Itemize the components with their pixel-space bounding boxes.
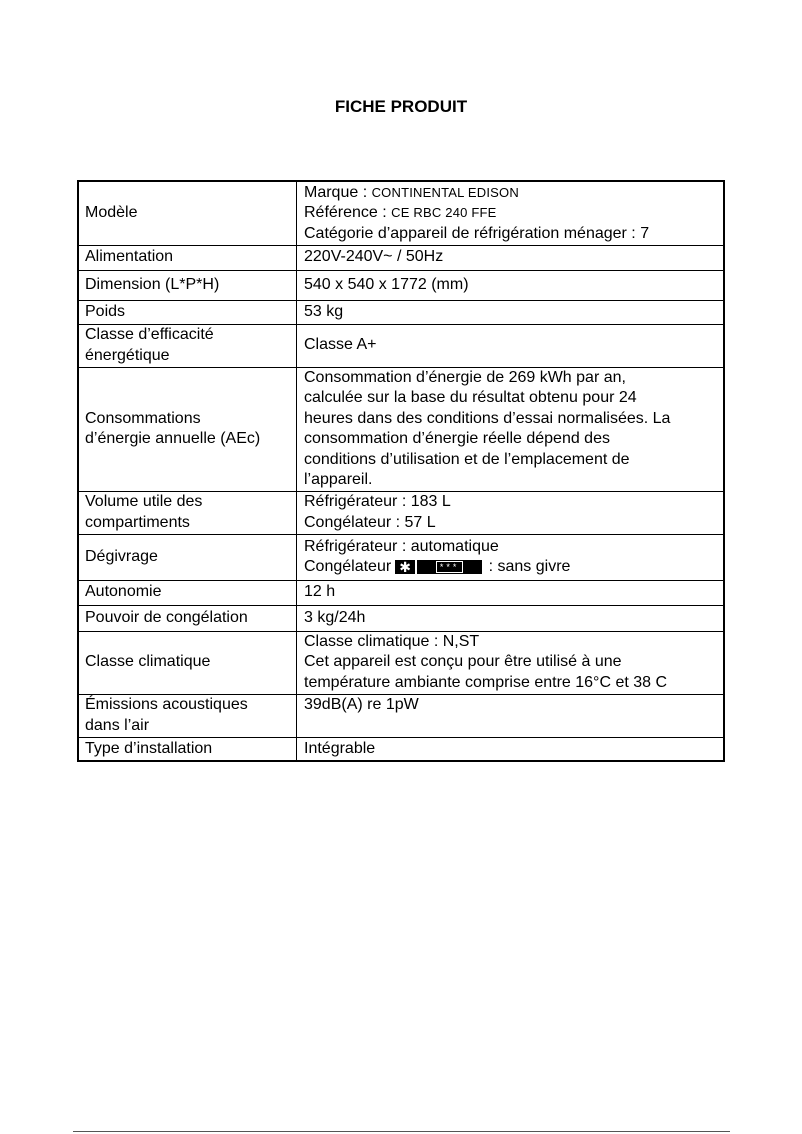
label-line: compartiments — [85, 513, 190, 531]
stars-text: *** — [436, 561, 464, 573]
table-row-poids — [78, 300, 724, 324]
row-label — [78, 367, 297, 491]
freezer-value: : sans givre — [484, 558, 571, 575]
row-label: Modèle — [78, 181, 297, 245]
brand-prefix: Marque : — [304, 183, 372, 201]
row-value: 220V-240V~ / 50Hz — [297, 245, 725, 270]
row-value: Intégrable — [297, 737, 725, 761]
table-row-degivrage — [78, 534, 724, 580]
table-row-volume — [78, 491, 724, 534]
row-label: Pouvoir de congélation — [78, 605, 297, 631]
row-label: Poids — [78, 300, 297, 324]
reference-line — [304, 203, 717, 224]
table-row-consommations — [78, 367, 724, 491]
row-label: Autonomie — [78, 580, 297, 605]
row-value: Classe A+ — [297, 324, 725, 367]
row-label — [78, 491, 297, 534]
table-row-autonomie — [78, 580, 724, 605]
label-line: Émissions acoustiques — [85, 696, 248, 713]
value-line: l’appareil. — [304, 471, 373, 488]
label-line: d’énergie annuelle (AEc) — [85, 430, 261, 447]
reference-prefix: Référence : — [304, 204, 392, 221]
row-value — [297, 367, 725, 491]
label-line: énergétique — [85, 346, 170, 364]
row-value — [297, 181, 725, 245]
row-label: Classe climatique — [78, 631, 297, 694]
label-line: dans l’air — [85, 716, 150, 734]
table-row-dimension — [78, 270, 724, 300]
value-line: Consommation d’énergie de 269 kWh par an, — [304, 368, 626, 386]
freezer-line — [304, 557, 717, 578]
row-value — [297, 631, 725, 694]
brand-value: CONTINENTAL EDISON — [371, 184, 519, 200]
value-line: heures dans des conditions d’essai normalisées. La — [304, 409, 671, 427]
label-line: Consommations — [85, 409, 201, 427]
value-line: Classe climatique : N,ST — [304, 632, 480, 650]
snowflake-icon: ✱ — [395, 560, 415, 574]
table-row-emissions — [78, 694, 724, 737]
table-row-modele — [78, 181, 724, 245]
label-line: Volume utile des — [85, 493, 203, 510]
category-line: Catégorie d’appareil de réfrigération ménager : 7 — [304, 224, 650, 242]
row-label: Alimentation — [78, 245, 297, 270]
value-line: calculée sur la base du résultat obtenu pour 24 — [304, 389, 637, 406]
value-line: température ambiante comprise entre 16°C et 38 C — [304, 673, 668, 691]
table-row-climatique — [78, 631, 724, 694]
row-value: 53 kg — [297, 300, 725, 324]
product-sheet-table — [77, 180, 725, 762]
freezer-star-icon — [395, 560, 482, 574]
table-row-congelation — [78, 605, 724, 631]
value-line: Réfrigérateur : 183 L — [304, 493, 451, 510]
row-value — [297, 534, 725, 580]
row-label: Type d’installation — [78, 737, 297, 761]
reference-value: CE RBC 240 FFE — [391, 205, 497, 220]
row-label: Dimension (L*P*H) — [78, 270, 297, 300]
row-label: Dégivrage — [78, 534, 297, 580]
row-value — [297, 491, 725, 534]
value-line: conditions d’utilisation et de l’emplacement de — [304, 450, 630, 468]
row-value: 3 kg/24h — [297, 605, 725, 631]
table-row-installation — [78, 737, 724, 761]
page-title: FICHE PRODUIT — [334, 97, 468, 116]
row-value: 540 x 540 x 1772 (mm) — [297, 270, 725, 300]
label-line: Classe d’efficacité — [85, 326, 214, 343]
footer-rule — [73, 1131, 730, 1132]
brand-line — [304, 183, 717, 204]
row-label — [78, 324, 297, 367]
table-row-efficacite — [78, 324, 724, 367]
value-line: consommation d’énergie réelle dépend des — [304, 430, 610, 447]
table-row-alimentation — [78, 245, 724, 270]
value-line: Congélateur : 57 L — [304, 513, 436, 531]
row-value: 12 h — [297, 580, 725, 605]
row-label — [78, 694, 297, 737]
freezer-label: Congélateur — [304, 558, 392, 575]
row-value: 39dB(A) re 1pW — [297, 694, 725, 737]
value-line: Réfrigérateur : automatique — [304, 537, 499, 555]
three-star-icon — [415, 560, 482, 574]
value-line: Cet appareil est conçu pour être utilisé à une — [304, 653, 622, 671]
